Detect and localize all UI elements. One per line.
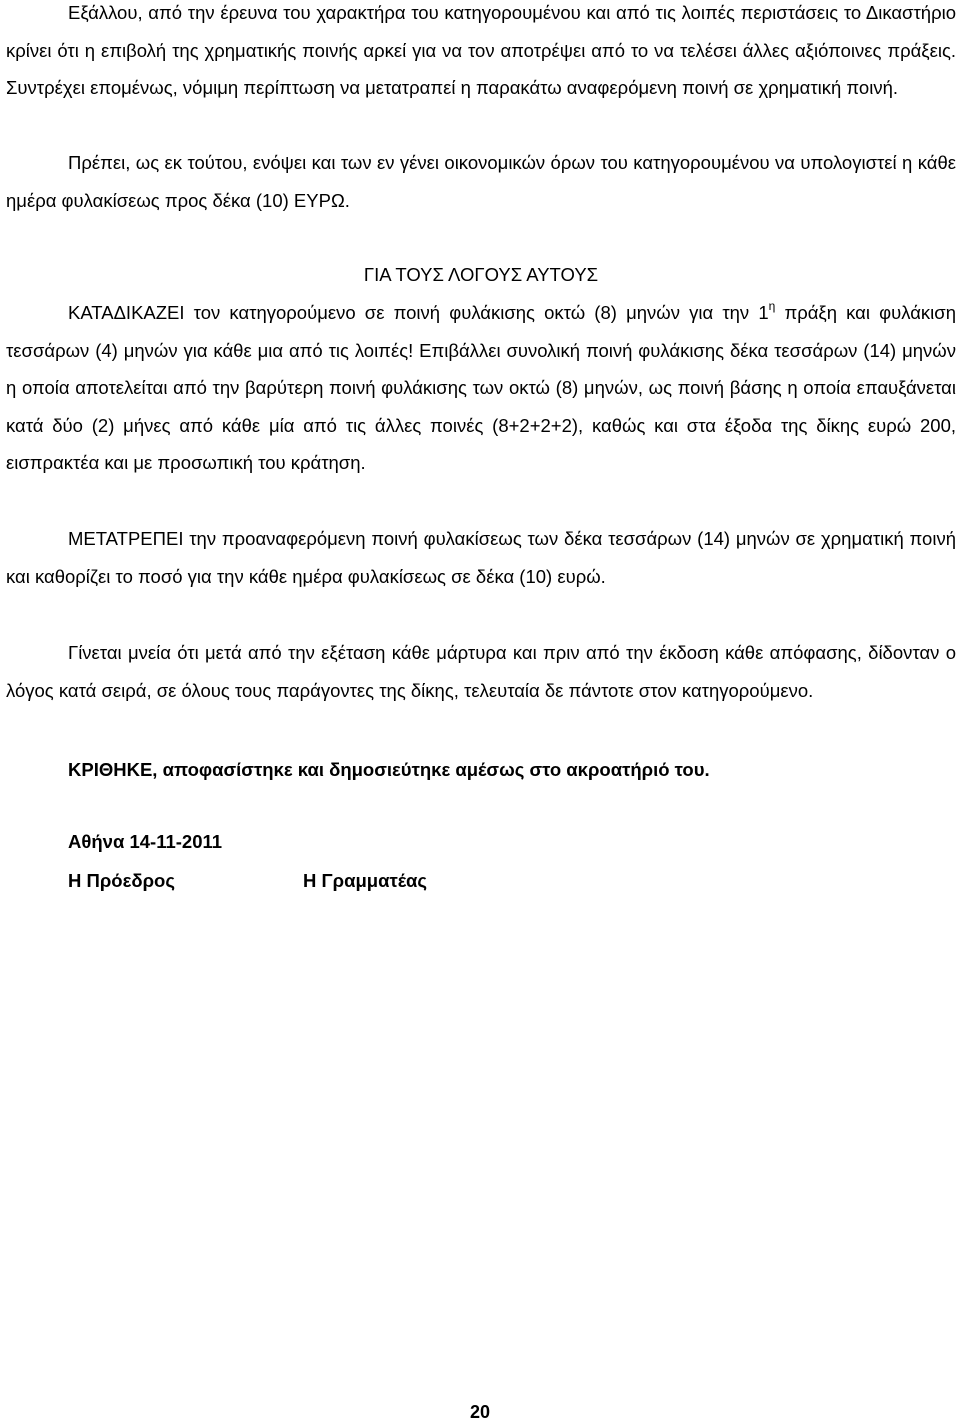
place-date: Αθήνα 14-11-2011: [68, 831, 223, 852]
sentence-text-start: ΚΑΤΑΔΙΚΑΖΕΙ τον κατηγορούμενο σε ποινή φυλάκισης οκτώ (8) μηνών για την 1: [68, 302, 769, 323]
paragraph-mention: Γίνεται μνεία ότι μετά από την εξέταση κάθε μάρτυρα και πριν από την έκδοση κάθε απόφασης, δίδονταν ο λόγος κατά σειρά, σε όλους τους παράγοντες της δίκης, τελευταία δε πάντοτε στον κατηγορούμενο.: [6, 642, 956, 701]
decision-line: ΚΡΙΘΗΚΕ, αποφασίστηκε και δημοσιεύτηκε αμέσως στο ακροατήριό του.: [68, 759, 710, 780]
president-signature: Η Πρόεδρος: [68, 870, 175, 891]
ordinal-superscript: η: [768, 298, 776, 313]
paragraph-sentence: [6, 294, 956, 482]
paragraph-daily-rate: Πρέπει, ως εκ τούτου, ενόψει και των εν γένει οικονομικών όρων του κατηγορουμένου να υπολογιστεί η κάθε ημέρα φυλακίσεως προς δέκα (10) ΕΥΡΩ.: [6, 152, 956, 211]
paragraph-conversion: ΜΕΤΑΤΡΕΠΕΙ την προαναφερόμενη ποινή φυλακίσεως των δέκα τεσσάρων (14) μηνών σε χρηματική ποινή και καθορίζει το ποσό για την κάθε ημέρα φυλακίσεως σε δέκα (10) ευρώ.: [6, 528, 956, 587]
secretary-signature: Η Γραμματέας: [303, 870, 428, 891]
section-heading: ΓΙΑ ΤΟΥΣ ΛΟΓΟΥΣ ΑΥΤΟΥΣ: [363, 264, 599, 285]
paragraph-character-assessment: Εξάλλου, από την έρευνα του χαρακτήρα του κατηγορουμένου και από τις λοιπές περιστάσεις το Δικαστήριο κρίνει ότι η επιβολή της χρηματικής ποινής αρκεί για να τον αποτρέψει από το να τελέσει άλλες αξιόποινες πράξεις. Συντρέχει επομένως, νόμιμη περίπτωση να μετατραπεί η παρακάτω αναφερόμενη ποινή σε χρηματική ποινή.: [6, 2, 956, 98]
sentence-text-end: πράξη και φυλάκιση τεσσάρων (4) μηνών για κάθε μια από τις λοιπές! Επιβάλλει συνολική ποινή φυλάκισης δέκα τεσσάρων (14) μηνών η οποία αποτελείται από την βαρύτερη ποινή φυλάκισης των οκτώ (8) μηνών, ως ποινή βάσης η οποία επαυξάνεται κατά δύο (2) μήνες από κάθε μία από τις άλλες ποινές (8+2+2+2), καθώς και στα έξοδα της δίκης ευρώ 200, εισπρακτέα και με προσωπική του κράτηση.: [6, 302, 956, 473]
page-number: 20: [469, 1402, 491, 1422]
